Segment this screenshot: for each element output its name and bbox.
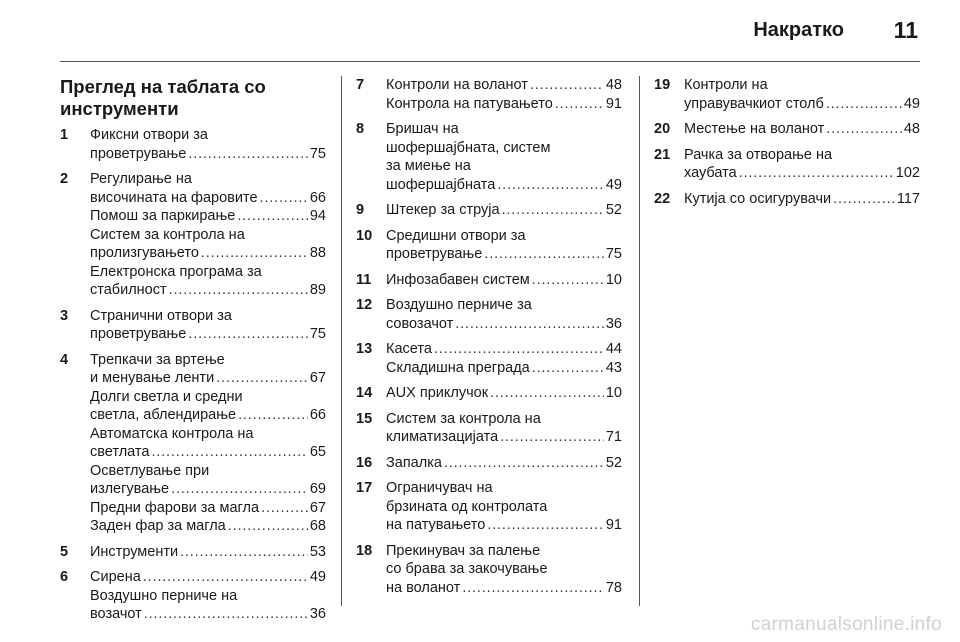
entry-text: пролизгувањето xyxy=(90,245,199,261)
page-reference[interactable]: 67 xyxy=(309,499,326,516)
entry-line xyxy=(684,164,920,183)
entry-line xyxy=(90,406,326,425)
entry-line xyxy=(386,157,622,176)
dot-leader xyxy=(532,271,604,290)
entry-text: Инструменти xyxy=(90,543,179,560)
dot-leader xyxy=(739,164,894,183)
entry-text: со брава за закочување xyxy=(386,561,548,577)
dot-leader xyxy=(169,281,308,300)
entry-text: Местење на воланот xyxy=(684,121,825,137)
entry-line xyxy=(386,271,622,290)
entry-number: 19 xyxy=(654,77,671,93)
entry-number: 9 xyxy=(356,202,365,218)
page-reference[interactable]: 71 xyxy=(605,429,622,445)
dot-leader xyxy=(532,359,604,378)
entry-line xyxy=(386,384,622,403)
entry-text: Странични отвори за xyxy=(90,307,232,324)
dot-leader xyxy=(237,207,308,226)
dot-leader xyxy=(500,428,604,447)
page-reference[interactable]: 49 xyxy=(605,176,622,193)
entry-text: Запалка xyxy=(386,454,442,471)
entry-number: 12 xyxy=(356,297,373,313)
entry-line xyxy=(386,359,622,378)
page-reference[interactable]: 52 xyxy=(605,454,622,471)
entry-text: Прекинувач за палење xyxy=(386,542,541,559)
index-column-3 xyxy=(654,76,920,215)
entry-text: брзината од контролата xyxy=(386,498,548,515)
watermark: carmanualsonline.info xyxy=(750,614,942,635)
entry-text: Осветлување при xyxy=(90,462,210,479)
dot-leader xyxy=(444,454,604,473)
page-number: 11 xyxy=(893,17,918,43)
entry-text: Складишна преграда xyxy=(386,359,530,376)
section-title-line: Преглед на таблата со xyxy=(60,76,266,97)
page-reference[interactable]: 53 xyxy=(309,543,326,560)
entry-text: управувачкиот столб xyxy=(684,95,824,112)
entry-line xyxy=(386,560,622,579)
column-divider-1 xyxy=(341,76,342,606)
index-entry xyxy=(654,76,920,113)
entry-line xyxy=(90,462,326,481)
index-column-1 xyxy=(60,76,326,631)
dot-leader xyxy=(171,480,308,499)
dot-leader xyxy=(490,384,604,403)
dot-leader xyxy=(151,443,307,462)
entry-line xyxy=(386,428,622,447)
index-entry xyxy=(60,307,326,344)
entry-text: климатизацијата xyxy=(386,429,499,445)
entry-text: Штекер за струја xyxy=(386,202,500,218)
dot-leader xyxy=(260,189,308,208)
page-reference[interactable]: 117 xyxy=(896,190,920,207)
entry-text: проветрување xyxy=(90,145,187,162)
dot-leader xyxy=(434,340,604,359)
entry-line xyxy=(386,410,622,429)
index-entry xyxy=(60,126,326,163)
page-reference[interactable]: 66 xyxy=(309,407,326,423)
entry-number: 7 xyxy=(356,77,365,93)
page-reference[interactable]: 48 xyxy=(605,77,622,93)
dot-leader xyxy=(826,95,902,114)
entry-text: Касета xyxy=(386,341,432,357)
page-reference[interactable]: 75 xyxy=(605,246,622,262)
page-reference[interactable]: 65 xyxy=(309,444,326,460)
entry-text: Заден фар за магла xyxy=(90,518,226,534)
entry-number: 3 xyxy=(60,307,69,324)
entry-line xyxy=(90,207,326,226)
entry-text: Сирена xyxy=(90,569,141,585)
entry-number: 1 xyxy=(60,127,69,143)
page-header xyxy=(60,0,920,62)
index-entry xyxy=(654,190,920,209)
entry-text: светлата xyxy=(90,444,150,460)
index-entry xyxy=(356,384,622,403)
entry-line xyxy=(90,126,326,145)
page-reference[interactable]: 36 xyxy=(309,606,326,622)
page-reference[interactable]: 44 xyxy=(605,341,622,357)
entry-line xyxy=(90,568,326,587)
entry-number: 13 xyxy=(356,341,373,357)
dot-leader xyxy=(261,499,308,518)
page-reference[interactable]: 75 xyxy=(309,326,326,342)
header-divider xyxy=(60,61,920,62)
page-reference[interactable]: 43 xyxy=(605,359,622,376)
dot-leader xyxy=(188,325,308,344)
page-reference[interactable]: 52 xyxy=(605,202,622,218)
entry-text: Кутија со осигурувачи xyxy=(684,190,832,207)
entry-line xyxy=(386,296,622,315)
page-reference[interactable]: 48 xyxy=(903,121,920,137)
index-entry xyxy=(356,454,622,473)
entry-number: 14 xyxy=(356,385,373,401)
entry-text: шофершајбната xyxy=(386,176,496,193)
entry-text: шофершајбната, систем xyxy=(386,139,551,156)
entry-line xyxy=(90,325,326,344)
dot-leader xyxy=(484,245,604,264)
dot-leader xyxy=(497,176,604,195)
entry-line xyxy=(684,120,920,139)
chapter-title: Накратко xyxy=(753,19,844,41)
entry-text: Контроли на xyxy=(684,77,768,93)
entry-number: 6 xyxy=(60,569,69,585)
page-reference[interactable]: 88 xyxy=(309,245,326,261)
entry-line xyxy=(90,226,326,245)
entry-text: на патувањето xyxy=(386,517,486,533)
dot-leader xyxy=(228,517,308,536)
entry-text: Рачка за отворање на xyxy=(684,146,833,163)
page-reference[interactable]: 78 xyxy=(605,579,622,596)
page-reference[interactable]: 49 xyxy=(903,95,920,112)
index-entry xyxy=(654,120,920,139)
entry-number: 16 xyxy=(356,454,373,471)
index-entry xyxy=(60,170,326,300)
page-reference[interactable]: 67 xyxy=(309,370,326,386)
entry-number: 18 xyxy=(356,542,373,559)
entry-number: 4 xyxy=(60,351,69,368)
entry-line xyxy=(90,145,326,164)
dot-leader xyxy=(143,568,308,587)
entry-text: возачот xyxy=(90,606,142,622)
index-entry xyxy=(356,76,622,113)
entry-text: Контроли на воланот xyxy=(386,77,528,93)
dot-leader xyxy=(188,145,308,164)
dot-leader xyxy=(530,76,604,95)
entry-line xyxy=(90,369,326,388)
dot-leader xyxy=(238,406,308,425)
entry-line xyxy=(684,190,920,209)
index-entry xyxy=(356,410,622,447)
entry-line xyxy=(90,263,326,282)
entry-text: светла, аблендирање xyxy=(90,407,237,423)
entry-text: Ограничувач на xyxy=(386,480,493,496)
entry-number: 22 xyxy=(654,190,671,207)
entry-text: Воздушно перниче на xyxy=(90,587,238,604)
dot-leader xyxy=(487,516,604,535)
entry-text: и менување ленти xyxy=(90,370,215,386)
page-reference[interactable]: 66 xyxy=(309,189,326,206)
entry-text: Автоматска контрола на xyxy=(90,425,254,442)
entry-line xyxy=(386,542,622,561)
index-entry xyxy=(356,201,622,220)
entry-line xyxy=(90,351,326,370)
entry-line xyxy=(386,139,622,158)
entry-line xyxy=(386,579,622,598)
entry-number: 21 xyxy=(654,146,671,163)
page-reference[interactable]: 69 xyxy=(309,481,326,497)
entry-text: Систем за контрола на xyxy=(90,226,245,243)
page-reference[interactable]: 10 xyxy=(605,271,622,288)
entry-text: Средишни отвори за xyxy=(386,227,526,244)
entry-line xyxy=(90,244,326,263)
entry-number: 5 xyxy=(60,543,69,560)
index-entry xyxy=(356,542,622,598)
section-title xyxy=(60,76,326,120)
page-reference[interactable]: 89 xyxy=(309,282,326,298)
entry-text: Електронска програма за xyxy=(90,263,262,280)
dot-leader xyxy=(462,579,604,598)
entry-text: Помош за паркирање xyxy=(90,208,236,224)
entry-line xyxy=(90,189,326,208)
entry-line xyxy=(386,76,622,95)
index-entry xyxy=(60,568,326,624)
entry-number: 11 xyxy=(356,271,372,288)
entry-text: проветрување xyxy=(90,326,187,342)
entry-line xyxy=(386,479,622,498)
entry-line xyxy=(386,498,622,517)
index-entry xyxy=(356,340,622,377)
entry-line xyxy=(386,120,622,139)
entry-line xyxy=(386,315,622,334)
index-entry xyxy=(356,227,622,264)
page-reference[interactable]: 10 xyxy=(605,385,622,401)
dot-leader xyxy=(502,201,604,220)
index-entry xyxy=(654,146,920,183)
entry-text: совозачот xyxy=(386,315,454,332)
page-reference[interactable]: 94 xyxy=(309,208,326,224)
entry-text: излегување xyxy=(90,481,170,497)
entry-line xyxy=(90,543,326,562)
dot-leader xyxy=(833,190,895,209)
index-entry xyxy=(356,296,622,333)
entry-line xyxy=(90,517,326,536)
entry-number: 2 xyxy=(60,171,69,187)
entry-line xyxy=(684,76,920,95)
dot-leader xyxy=(144,605,308,624)
entry-text: AUX приклучок xyxy=(386,385,489,401)
entry-line xyxy=(386,176,622,195)
page-reference[interactable]: 91 xyxy=(605,517,622,533)
dot-leader xyxy=(201,244,308,263)
entry-line xyxy=(386,95,622,114)
entry-text: на воланот xyxy=(386,579,461,596)
entry-text: хаубата xyxy=(684,165,737,181)
entry-line xyxy=(386,516,622,535)
entry-line xyxy=(90,480,326,499)
entry-text: Регулирање на xyxy=(90,171,192,187)
dot-leader xyxy=(555,95,604,114)
entry-line xyxy=(90,170,326,189)
entry-line xyxy=(90,307,326,326)
dot-leader xyxy=(826,120,902,139)
entry-number: 8 xyxy=(356,121,365,137)
dot-leader xyxy=(216,369,308,388)
entry-line xyxy=(386,245,622,264)
dot-leader xyxy=(455,315,604,334)
page-reference[interactable]: 102 xyxy=(895,165,920,181)
entry-text: проветрување xyxy=(386,246,483,262)
entry-line xyxy=(90,443,326,462)
entry-text: за миење на xyxy=(386,158,471,174)
entry-text: Предни фарови за магла xyxy=(90,499,260,516)
entry-text: височината на фаровите xyxy=(90,189,258,206)
page-reference[interactable]: 36 xyxy=(605,315,622,332)
index-entry xyxy=(356,479,622,535)
entry-line xyxy=(386,454,622,473)
page-reference[interactable]: 68 xyxy=(309,518,326,534)
entry-line xyxy=(386,340,622,359)
entry-line xyxy=(90,281,326,300)
index-entry xyxy=(60,351,326,536)
index-entry xyxy=(356,271,622,290)
entry-line xyxy=(684,146,920,165)
entry-line xyxy=(90,499,326,518)
entry-line xyxy=(684,95,920,114)
entry-text: Инфозабавен систем xyxy=(386,271,530,288)
index-column-2 xyxy=(356,76,622,604)
page-reference[interactable]: 49 xyxy=(309,569,326,585)
column-divider-2 xyxy=(639,76,640,606)
entry-text: Воздушно перниче за xyxy=(386,297,532,313)
entry-text: стабилност xyxy=(90,282,167,298)
entry-line xyxy=(90,587,326,606)
entry-line xyxy=(386,201,622,220)
entry-text: Систем за контрола на xyxy=(386,410,541,427)
entry-number: 10 xyxy=(356,227,373,244)
entry-line xyxy=(90,388,326,407)
entry-number: 20 xyxy=(654,121,671,137)
index-entry xyxy=(60,543,326,562)
entry-number: 15 xyxy=(356,410,373,427)
entry-line xyxy=(386,227,622,246)
entry-line xyxy=(90,425,326,444)
entry-line xyxy=(90,605,326,624)
entry-text: Долги светла и средни xyxy=(90,388,243,405)
page-reference[interactable]: 91 xyxy=(605,95,622,112)
entry-text: Бришач на xyxy=(386,121,459,137)
page-reference[interactable]: 75 xyxy=(309,145,326,162)
entry-text: Фиксни отвори за xyxy=(90,127,208,143)
section-title-line: инструменти xyxy=(60,98,179,119)
index-entry xyxy=(356,120,622,194)
entry-text: Трепкачи за вртење xyxy=(90,351,225,368)
dot-leader xyxy=(180,543,308,562)
entry-text: Контрола на патувањето xyxy=(386,95,553,112)
entry-number: 17 xyxy=(356,480,373,496)
